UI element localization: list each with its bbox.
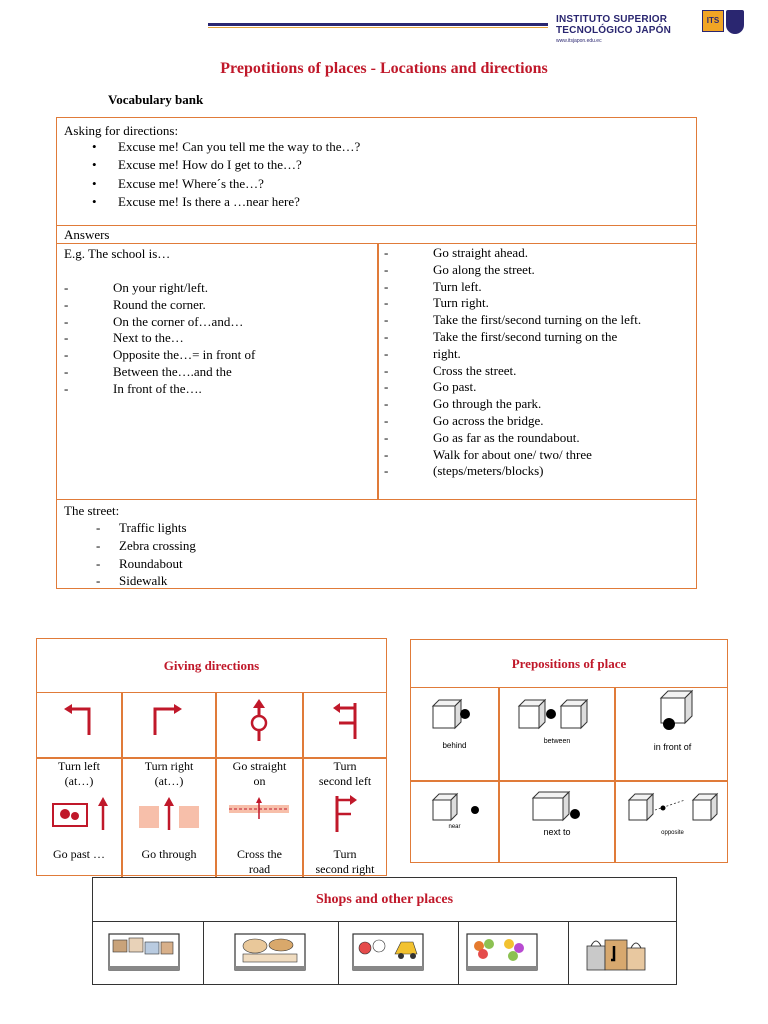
bakery-shelf-icon xyxy=(107,930,181,974)
list-item: - Take the first/second turning on the left. xyxy=(384,312,641,329)
go-through-arrow-icon xyxy=(137,794,201,834)
label-line: Cross the xyxy=(237,847,282,861)
list-item: - Opposite the…= in front of xyxy=(64,347,255,364)
preposition-label: next to xyxy=(543,827,571,837)
list-item: - Zebra crossing xyxy=(64,537,196,555)
list-item: - Take the first/second turning on the xyxy=(384,329,641,346)
behind-cube-icon xyxy=(427,694,493,734)
logo-url: www.itsjapon.edu.ec xyxy=(556,38,602,44)
asking-heading: Asking for directions: xyxy=(64,123,179,138)
bread-shop-icon xyxy=(233,930,307,974)
opposite-cubes-icon xyxy=(625,788,725,828)
label-line: Turn xyxy=(333,847,357,861)
label-turn-left xyxy=(37,759,121,789)
label-line: Go straight xyxy=(232,759,287,773)
label-cross-road xyxy=(217,847,302,877)
preposition-label: opposite xyxy=(661,830,684,836)
header-rule-accent xyxy=(208,27,548,28)
preposition-label: near xyxy=(448,824,461,830)
list-item: - Turn left. xyxy=(384,279,641,296)
logo-badge-icon: ITS xyxy=(702,10,724,32)
grid-line xyxy=(338,922,339,985)
answers-heading: Answers xyxy=(64,227,110,242)
fruit-shop-icon xyxy=(465,930,539,974)
list-item: - Go through the park. xyxy=(384,396,641,413)
label-line: road xyxy=(248,862,271,876)
list-item: - Roundabout xyxy=(64,555,196,573)
grid-line xyxy=(203,922,204,985)
second-left-arrow-icon xyxy=(327,699,367,743)
logo-shield-icon xyxy=(726,10,744,34)
logo-line2: TECNOLÓGICO JAPÓN xyxy=(556,25,672,36)
grid-line xyxy=(458,922,459,985)
preposition-label: between xyxy=(543,738,571,745)
list-item: - Go across the bridge. xyxy=(384,413,641,430)
list-item: - Traffic lights xyxy=(64,519,196,537)
giving-directions-box xyxy=(36,638,387,876)
label-second-left xyxy=(304,759,386,789)
street-heading: The street: xyxy=(64,503,120,518)
turn-left-arrow-icon xyxy=(59,701,99,741)
institute-logo xyxy=(556,8,746,46)
vocabulary-bank-heading: Vocabulary bank xyxy=(108,92,204,107)
next-to-cube-icon xyxy=(525,786,605,826)
list-item: - right. xyxy=(384,346,641,363)
label-line: Go through xyxy=(141,847,197,861)
cross-road-arrow-icon xyxy=(227,797,291,827)
list-item: - Between the….and the xyxy=(64,364,255,381)
prepositions-of-place-box xyxy=(410,639,728,863)
answers-row xyxy=(57,244,696,500)
label-line: Turn xyxy=(333,759,357,773)
grid-line xyxy=(614,688,616,863)
asking-row xyxy=(57,118,696,226)
label-go-through xyxy=(123,847,215,862)
label-turn-right xyxy=(123,759,215,789)
label-line: Turn left xyxy=(58,759,100,773)
label-line: second right xyxy=(315,862,375,876)
list-item: - Go past. xyxy=(384,379,641,396)
list-item: - Sidewalk xyxy=(64,572,196,590)
label-go-past xyxy=(37,847,121,862)
shops-box xyxy=(92,877,677,985)
shopping-bags-icon xyxy=(581,930,655,974)
logo-line1: INSTITUTO SUPERIOR xyxy=(556,14,668,25)
answers-right-list xyxy=(384,245,641,480)
label-line: second left xyxy=(318,774,372,788)
list-item: • Excuse me! Where´s the…? xyxy=(64,175,360,193)
giving-directions-title: Giving directions xyxy=(37,639,386,693)
answers-heading-row xyxy=(57,226,696,244)
in-front-of-cube-icon xyxy=(641,688,707,734)
list-item: - Go along the street. xyxy=(384,262,641,279)
label-second-right xyxy=(304,847,386,877)
list-item: - Cross the street. xyxy=(384,363,641,380)
label-line: (at…) xyxy=(64,774,94,788)
second-right-arrow-icon xyxy=(327,792,367,836)
list-item: - Walk for about one/ two/ three xyxy=(384,447,641,464)
label-line: on xyxy=(253,774,266,788)
street-list xyxy=(64,519,196,590)
list-item: • Excuse me! Can you tell me the way to the…? xyxy=(64,138,360,156)
turn-right-arrow-icon xyxy=(149,701,189,741)
header-rule xyxy=(208,23,548,26)
answers-left-list xyxy=(64,280,255,398)
list-item: - Turn right. xyxy=(384,295,641,312)
list-item: - On your right/left. xyxy=(64,280,255,297)
straight-on-arrow-icon xyxy=(239,697,279,745)
list-item: - Next to the… xyxy=(64,330,255,347)
label-line: Go past … xyxy=(53,847,105,861)
between-cubes-icon xyxy=(515,694,605,734)
near-cube-icon xyxy=(427,788,493,828)
list-item: - (steps/meters/blocks) xyxy=(384,463,641,480)
label-go-straight xyxy=(217,759,302,789)
list-item: - On the corner of…and… xyxy=(64,314,255,331)
prepositions-of-place-title: Prepositions of place xyxy=(411,640,727,688)
list-item: - Go straight ahead. xyxy=(384,245,641,262)
answers-intro: E.g. The school is… xyxy=(64,246,171,261)
label-line: Turn right xyxy=(144,759,194,773)
list-item: • Excuse me! Is there a …near here? xyxy=(64,193,360,211)
shops-title: Shops and other places xyxy=(93,878,676,922)
grid-line xyxy=(411,780,727,782)
answers-divider xyxy=(377,244,379,499)
go-past-arrow-icon xyxy=(49,794,113,834)
asking-list xyxy=(64,138,360,212)
list-item: - Round the corner. xyxy=(64,297,255,314)
preposition-label: behind xyxy=(442,741,467,750)
label-line: (at…) xyxy=(154,774,184,788)
street-row xyxy=(57,500,696,588)
preposition-label: in front of xyxy=(653,742,692,752)
list-item: • Excuse me! How do I get to the…? xyxy=(64,156,360,174)
list-item: - Go as far as the roundabout. xyxy=(384,430,641,447)
list-item: - In front of the…. xyxy=(64,381,255,398)
vocabulary-table xyxy=(56,117,697,589)
toy-shop-icon xyxy=(351,930,425,974)
grid-line xyxy=(568,922,569,985)
page-title: Prepotitions of places - Locations and directions xyxy=(220,60,548,77)
